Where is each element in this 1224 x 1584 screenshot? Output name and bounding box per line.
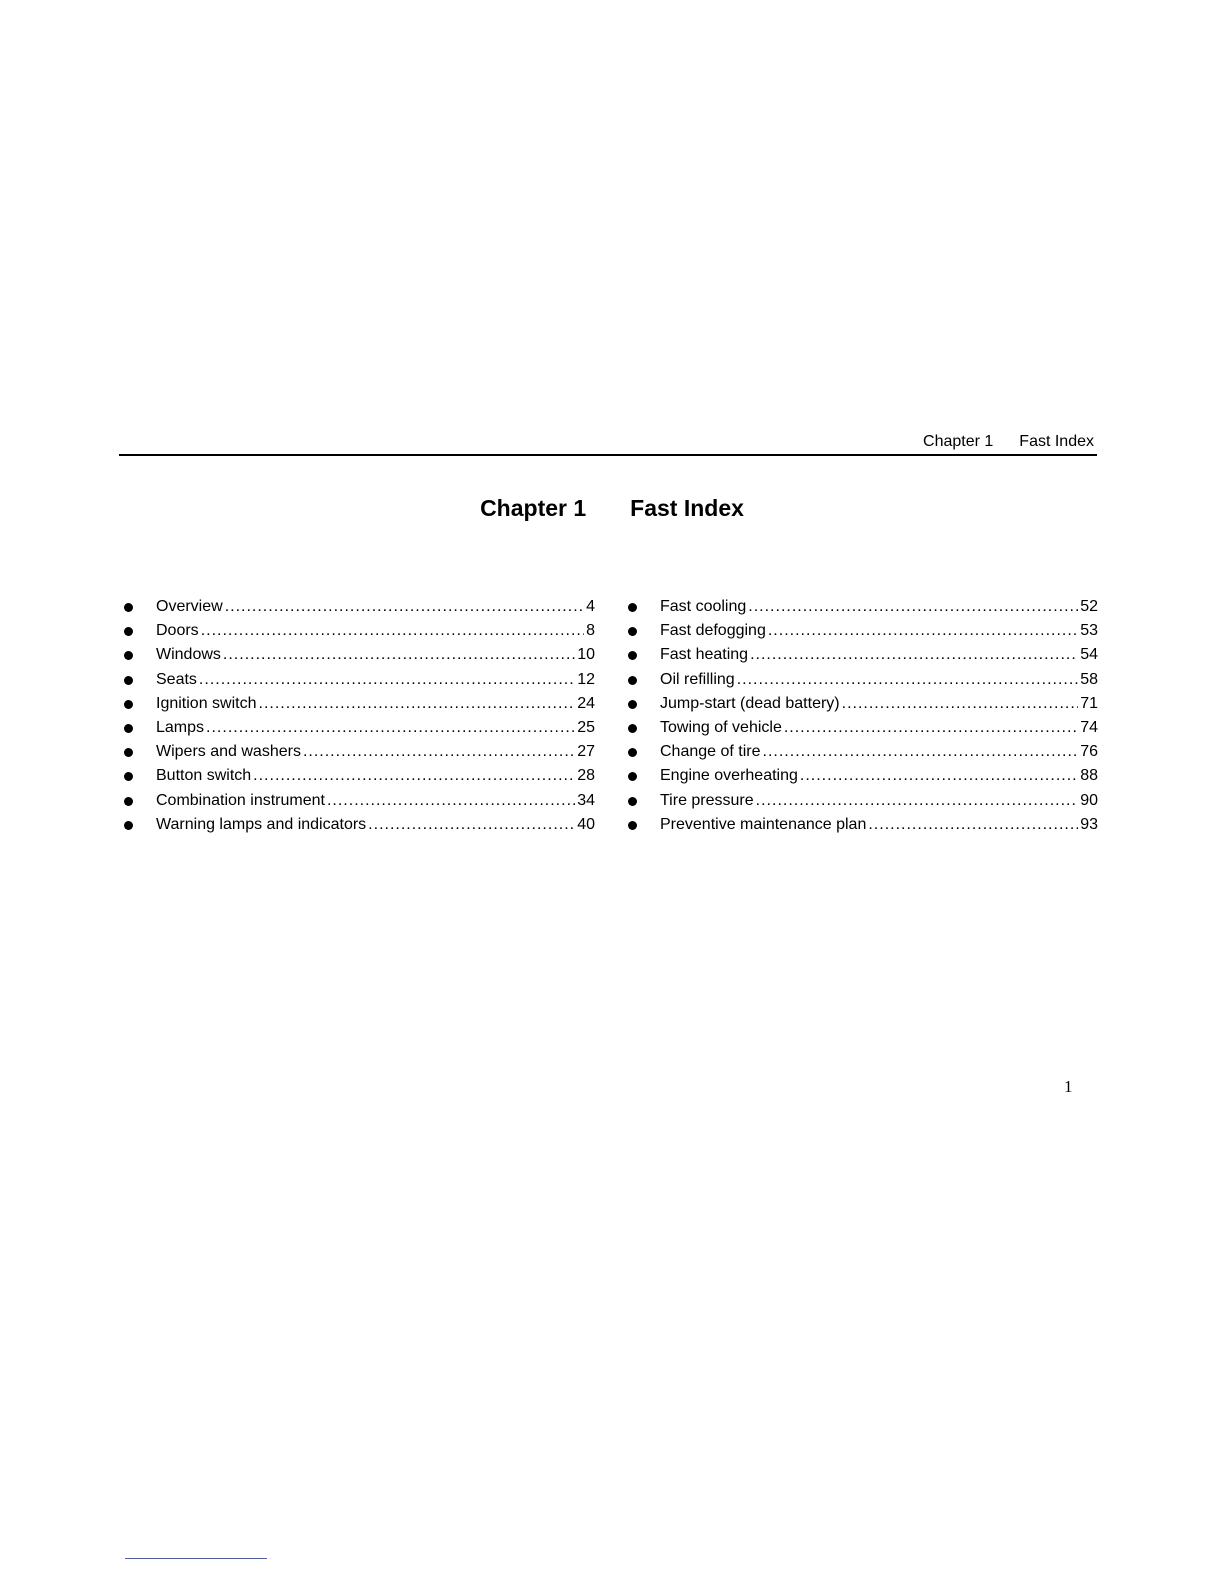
bullet-icon xyxy=(628,603,637,612)
bullet-icon xyxy=(628,627,637,636)
dot-leader xyxy=(223,644,575,666)
dot-leader xyxy=(868,814,1078,836)
dot-leader xyxy=(842,693,1079,715)
toc-entry-line xyxy=(660,717,1098,739)
toc-right-column xyxy=(623,595,1098,837)
toc-entry-line xyxy=(660,596,1098,618)
bullet-icon xyxy=(628,724,637,733)
toc-entry-page: 40 xyxy=(577,815,595,833)
bullet-icon xyxy=(628,772,637,781)
toc-entry-line xyxy=(156,620,595,642)
toc-entry-page: 90 xyxy=(1080,791,1098,809)
toc-entry-page: 54 xyxy=(1080,646,1098,664)
toc-entry-page: 24 xyxy=(577,694,595,712)
toc-entry-line xyxy=(660,693,1098,715)
toc-entry-page: 53 xyxy=(1080,622,1098,640)
toc-entry[interactable] xyxy=(119,692,595,716)
bullet-icon xyxy=(124,651,133,660)
toc-entry-label: Lamps xyxy=(156,718,205,736)
toc-entry-label: Tire pressure xyxy=(660,791,754,809)
toc-entry[interactable] xyxy=(623,764,1098,788)
running-header-text xyxy=(923,432,1094,452)
dot-leader xyxy=(303,741,575,763)
toc-entry-page: 4 xyxy=(586,598,595,615)
toc-entry-label: Change of tire xyxy=(660,743,761,761)
toc-entry-label: Wipers and washers xyxy=(156,743,301,761)
toc-entry[interactable] xyxy=(623,789,1098,813)
toc-entry-label: Doors xyxy=(156,622,199,640)
toc-entry[interactable] xyxy=(623,716,1098,740)
toc-entry[interactable] xyxy=(623,643,1098,667)
toc-entry-page: 88 xyxy=(1080,767,1098,785)
toc-entry[interactable] xyxy=(119,740,595,764)
bullet-icon xyxy=(124,676,133,685)
toc-entry-page: 28 xyxy=(577,767,595,785)
dot-leader xyxy=(748,596,1078,618)
toc-entry-line xyxy=(660,814,1098,836)
toc-entry-label: Preventive maintenance plan xyxy=(660,815,867,833)
bullet-icon xyxy=(628,676,637,685)
bullet-icon xyxy=(124,603,133,612)
bullet-icon xyxy=(124,797,133,806)
running-header-section: Fast Index xyxy=(1019,433,1094,450)
toc-entry[interactable] xyxy=(119,716,595,740)
dot-leader xyxy=(225,596,584,618)
toc-entry-label: Warning lamps and indicators xyxy=(156,815,367,833)
toc-entry[interactable] xyxy=(623,813,1098,837)
toc-entry-line xyxy=(660,620,1098,642)
toc-entry-line xyxy=(660,669,1098,691)
toc-entry-label: Jump-start (dead battery) xyxy=(660,694,840,712)
toc-entry-label: Fast cooling xyxy=(660,598,747,615)
toc-entry-line xyxy=(156,790,595,812)
bullet-icon xyxy=(628,651,637,660)
dot-leader xyxy=(327,790,575,812)
toc-entry-line xyxy=(660,765,1098,787)
toc-entry[interactable] xyxy=(119,619,595,643)
toc-entry-label: Button switch xyxy=(156,767,252,785)
toc-left-column xyxy=(119,595,595,837)
bullet-icon xyxy=(628,821,637,830)
toc-entry[interactable] xyxy=(623,619,1098,643)
toc-entry-line xyxy=(660,741,1098,763)
toc-entry-line xyxy=(156,765,595,787)
toc-entry-page: 52 xyxy=(1080,598,1098,615)
toc-entry-label: Windows xyxy=(156,646,221,664)
dot-leader xyxy=(206,717,575,739)
bullet-icon xyxy=(628,748,637,757)
toc-entry[interactable] xyxy=(623,740,1098,764)
dot-leader xyxy=(756,790,1079,812)
toc-entry-page: 71 xyxy=(1080,694,1098,712)
toc-entry-label: Ignition switch xyxy=(156,694,257,712)
dot-leader xyxy=(737,669,1079,691)
dot-leader xyxy=(201,620,584,642)
toc-entry[interactable] xyxy=(623,692,1098,716)
toc-entry-page: 27 xyxy=(577,743,595,761)
toc-entry-label: Engine overheating xyxy=(660,767,798,785)
bullet-icon xyxy=(628,700,637,709)
toc-entry-label: Seats xyxy=(156,670,197,688)
toc-entry-page: 12 xyxy=(577,670,595,688)
dot-leader xyxy=(253,765,575,787)
toc-entry-page: 58 xyxy=(1080,670,1098,688)
page-number: 1 xyxy=(1064,1077,1073,1096)
toc-entry-page: 34 xyxy=(577,791,595,809)
bullet-icon xyxy=(124,772,133,781)
bullet-icon xyxy=(124,700,133,709)
toc-entry-label: Overview xyxy=(156,598,223,615)
toc-entry[interactable] xyxy=(623,668,1098,692)
dot-leader xyxy=(750,644,1078,666)
toc-entry-line xyxy=(156,741,595,763)
dot-leader xyxy=(259,693,576,715)
bullet-icon xyxy=(124,821,133,830)
bullet-icon xyxy=(628,797,637,806)
bullet-icon xyxy=(124,748,133,757)
toc-entry-label: Fast defogging xyxy=(660,622,766,640)
toc-entry-line xyxy=(156,717,595,739)
toc-entry-label: Fast heating xyxy=(660,646,749,664)
dot-leader xyxy=(368,814,575,836)
dot-leader xyxy=(800,765,1078,787)
toc-entry-label: Combination instrument xyxy=(156,791,325,809)
chapter-title-name: Fast Index xyxy=(630,495,744,521)
bullet-icon xyxy=(124,627,133,636)
toc-entry-page: 76 xyxy=(1080,743,1098,761)
bullet-icon xyxy=(124,724,133,733)
toc-entry[interactable] xyxy=(623,595,1098,619)
toc-entry-page: 10 xyxy=(577,646,595,664)
toc-entry-line xyxy=(156,644,595,666)
toc-entry[interactable] xyxy=(119,789,595,813)
running-header xyxy=(119,432,1097,456)
toc-entry-page: 93 xyxy=(1080,815,1098,833)
toc-entry[interactable] xyxy=(119,668,595,692)
toc-entry[interactable] xyxy=(119,764,595,788)
running-header-chapter: Chapter 1 xyxy=(923,433,994,450)
dot-leader xyxy=(199,669,575,691)
toc-entry-line xyxy=(660,790,1098,812)
toc-entry-label: Oil refilling xyxy=(660,670,735,688)
toc-entry[interactable] xyxy=(119,595,595,619)
dot-leader xyxy=(768,620,1078,642)
dot-leader xyxy=(784,717,1078,739)
toc-entry-label: Towing of vehicle xyxy=(660,718,782,736)
toc-entry-line xyxy=(156,596,595,618)
toc-entry-page: 74 xyxy=(1080,718,1098,736)
toc-entry[interactable] xyxy=(119,813,595,837)
chapter-title-number: Chapter 1 xyxy=(480,495,587,521)
toc-entry-line xyxy=(156,693,595,715)
toc-entry[interactable] xyxy=(119,643,595,667)
toc-entry-page: 25 xyxy=(577,718,595,736)
toc-entry-page: 8 xyxy=(586,622,595,640)
toc-entry-line xyxy=(156,669,595,691)
footer-line xyxy=(125,1558,267,1559)
chapter-title xyxy=(0,493,1224,523)
toc-entry-line xyxy=(156,814,595,836)
toc-entry-line xyxy=(660,644,1098,666)
dot-leader xyxy=(763,741,1079,763)
